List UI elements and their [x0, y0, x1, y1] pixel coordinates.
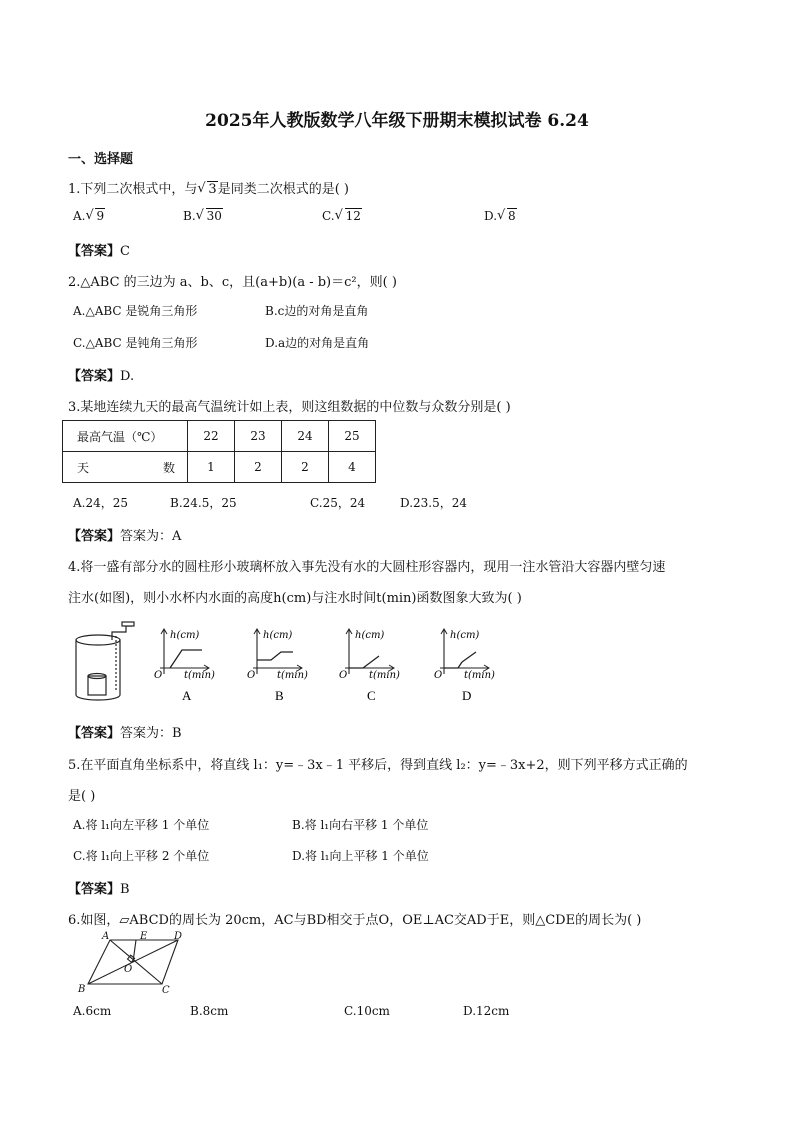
q3-answer: 【答案】答案为：A — [68, 529, 182, 544]
q6-option-a: A.6cm — [73, 1004, 112, 1018]
q2-stem: 2.△ABC 的三边为 a、b、c，且(a+b)(a - b)＝c²，则( ) — [68, 275, 397, 290]
table-row — [63, 452, 376, 483]
graph-y-label: h(cm) — [450, 630, 480, 641]
q3-option-a: A.24，25 — [73, 496, 129, 510]
point-label-o: O — [124, 964, 133, 975]
q5-option-c: C.将 l₁向上平移 2 个单位 — [73, 849, 210, 863]
section-heading: 一、选择题 — [68, 152, 134, 167]
table-row — [63, 421, 376, 452]
q5-option-d: D.将 l₁向上平移 1 个单位 — [292, 849, 429, 863]
q4-stem-line1: 4.将一盛有部分水的圆柱形小玻璃杯放入事先没有水的大圆柱形容器内，现用一注水管沿大容器内壁匀速 — [68, 560, 666, 575]
graph-origin-label: O — [434, 670, 443, 681]
q6-option-b: B.8cm — [190, 1004, 229, 1018]
graph-y-label: h(cm) — [355, 630, 385, 641]
page-title: 2025年人教版数学八年级下册期末模拟试卷 6.24 — [205, 111, 589, 131]
graph-x-label: t(min) — [277, 670, 308, 681]
q2-option-d: D.a边的对角是直角 — [265, 336, 370, 350]
table-cell: 22 — [188, 421, 235, 452]
table-cell: 4 — [329, 452, 376, 483]
graph-letter: C — [367, 688, 376, 703]
q5-option-b: B.将 l₁向右平移 1 个单位 — [292, 818, 429, 832]
table-cell: 2 — [235, 452, 282, 483]
graph-x-label: t(min) — [184, 670, 215, 681]
q6-option-d: D.12cm — [463, 1004, 510, 1018]
vertex-label-c: C — [162, 985, 170, 994]
q2-option-a: A.△ABC 是锐角三角形 — [73, 304, 198, 318]
point-label-e: E — [140, 931, 148, 942]
table-cell: 24 — [282, 421, 329, 452]
q4-figure — [60, 618, 520, 708]
graph-x-label: t(min) — [464, 670, 495, 681]
graph-a — [154, 629, 215, 703]
q1-radical: √ 3 — [198, 182, 217, 197]
graph-b — [247, 629, 308, 703]
graph-letter: D — [462, 688, 472, 703]
q1-stem — [68, 178, 349, 197]
q4-answer: 【答案】答案为：B — [68, 726, 182, 741]
q5-option-a: A.将 l₁向左平移 1 个单位 — [73, 818, 210, 832]
q3-option-d: D.23.5，24 — [400, 496, 467, 510]
q1-answer: 【答案】C — [68, 244, 130, 259]
graph-y-label: h(cm) — [263, 630, 293, 641]
graph-letter: A — [182, 688, 192, 703]
q3-option-b: B.24.5，25 — [170, 496, 237, 510]
q1-stem-text: 1.下列二次根式中，与 — [68, 182, 198, 197]
graph-origin-label: O — [339, 670, 348, 681]
table-cell: 1 — [188, 452, 235, 483]
vertex-label-b: B — [78, 984, 86, 994]
q5-stem-line1: 5.在平面直角坐标系中，将直线 l₁：y=﹣3x﹣1 平移后，得到直线 l₂：y=﹣3x+2，则下列平移方式正确的 — [68, 758, 688, 773]
q2-option-c: C.△ABC 是钝角三角形 — [73, 336, 198, 350]
q1-option-a: A.√ 9 — [73, 209, 105, 223]
graph-origin-label: O — [247, 670, 256, 681]
graph-c — [339, 629, 400, 703]
q5-stem-line2: 是( ) — [68, 789, 96, 804]
container-illustration — [76, 622, 134, 700]
q2-option-b: B.c边的对角是直角 — [265, 304, 369, 318]
graph-d — [434, 629, 495, 703]
q3-stem: 3.某地连续九天的最高气温统计如上表，则这组数据的中位数与众数分别是( ) — [68, 400, 511, 415]
parallelogram-figure — [74, 930, 194, 994]
graph-y-label: h(cm) — [170, 630, 200, 641]
q1-stem-tail: 是同类二次根式的是( ) — [217, 182, 349, 197]
table-cell: 2 — [282, 452, 329, 483]
q2-answer: 【答案】D. — [68, 369, 135, 384]
q5-answer: 【答案】B — [68, 882, 130, 897]
q1-option-d: D.√ 8 — [484, 209, 517, 223]
table-header-days: 天 数 — [63, 452, 188, 483]
vertex-label-a: A — [102, 931, 110, 942]
q4-stem-line2: 注水(如图)，则小水杯内水面的高度h(cm)与注水时间t(min)函数图象大致为( ) — [68, 591, 522, 606]
graph-origin-label: O — [154, 670, 163, 681]
table-header-temp: 最高气温（℃） — [63, 421, 188, 452]
vertex-label-d: D — [174, 931, 183, 942]
graph-x-label: t(min) — [369, 670, 400, 681]
q6-option-c: C.10cm — [344, 1004, 390, 1018]
graph-letter: B — [275, 688, 284, 703]
table-cell: 25 — [329, 421, 376, 452]
q1-option-c: C.√ 12 — [322, 209, 362, 223]
q3-option-c: C.25，24 — [310, 496, 366, 510]
q1-option-b: B.√ 30 — [183, 209, 223, 223]
q6-stem: 6.如图，▱ABCD的周长为 20cm，AC与BD相交于点O，OE⊥AC交AD于E，则△CDE的周长为( ) — [68, 913, 642, 928]
temperature-table — [62, 420, 376, 483]
table-cell: 23 — [235, 421, 282, 452]
